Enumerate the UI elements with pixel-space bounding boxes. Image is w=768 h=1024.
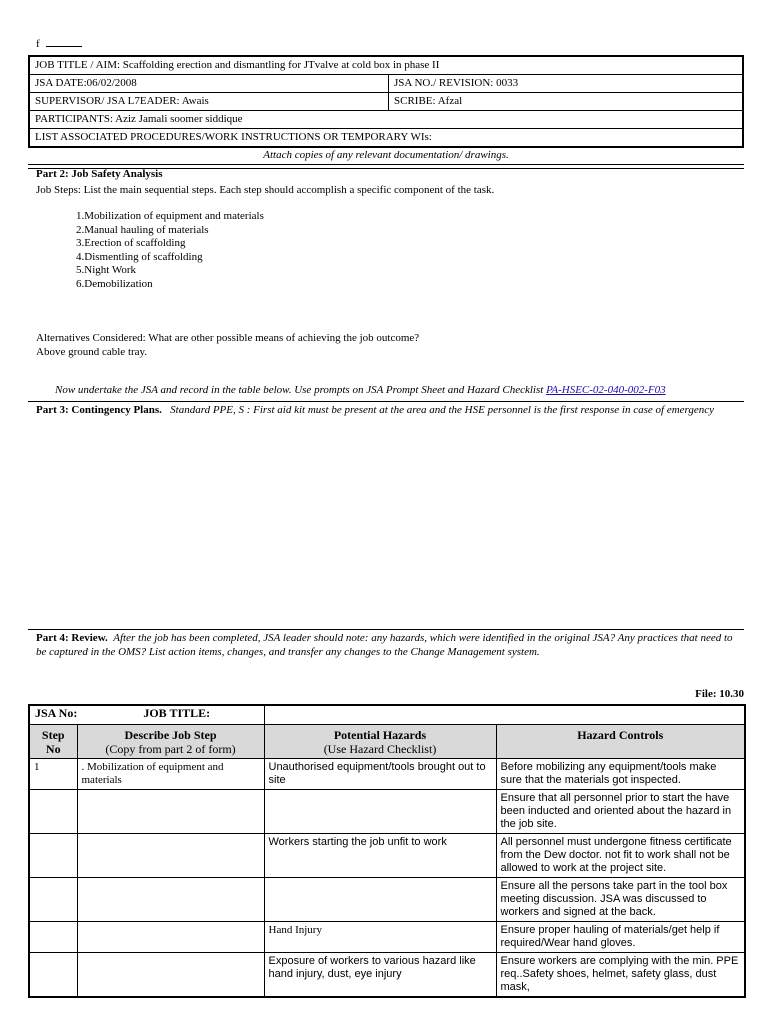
table-row: Exposure of workers to various hazard like hand injury, dust, eye injury Ensure workers are complying with the min. PPE req..Safety shoes, helmet, safety glass, dust mask, (29, 953, 745, 998)
col-hazards: Potential Hazards (Use Hazard Checklist) (264, 725, 496, 759)
table-row: Ensure all the persons take part in the tool box meeting discussion. JSA was discussed to workers and signed at the back. (29, 878, 745, 922)
part3-block (36, 403, 736, 417)
jsa-no-cell: JSA NO./ REVISION: 0033 (389, 75, 744, 93)
table-row: Hand Injury Ensure proper hauling of materials/get help if required/Wear hand gloves. (29, 922, 745, 953)
jsa-date-cell: JSA DATE:06/02/2008 (29, 75, 389, 93)
scribe-cell: SCRIBE: Afzal (389, 93, 744, 111)
hazard-checklist-link[interactable]: PA-HSEC-02-040-002-F03 (546, 384, 666, 396)
list-item: 2.Manual hauling of materials (76, 223, 209, 236)
alternatives-value: Above ground cable tray. (36, 346, 148, 358)
col-controls: Hazard Controls (496, 725, 745, 759)
part2-instructions: Job Steps: List the main sequential steps. Each step should accomplish a specific component of the task. (36, 184, 495, 196)
list-item: 5.Night Work (76, 264, 137, 276)
supervisor-cell: SUPERVISOR/ JSA L7EADER: Awais (29, 93, 389, 111)
job-title-label: JOB TITLE: (143, 706, 211, 720)
file-label: File: 10.30 (695, 688, 744, 700)
list-item: 3.Erection of scaffolding (76, 237, 186, 249)
header-table (28, 55, 744, 148)
list-item: 1.Mobilization of equipment and materials (76, 210, 264, 222)
table-row: Ensure that all personnel prior to start the have been inducted and oriented about the hazard in the job site. (29, 790, 745, 834)
col-step: Step No (29, 725, 77, 759)
part3-text: Standard PPE, S : First aid kit must be present at the area and the HSE personnel is the first response in case of emergency (170, 404, 715, 416)
part4-title: Part 4: Review. (36, 632, 108, 644)
attach-note: Attach copies of any relevant documentation/ drawings. (263, 149, 509, 161)
divider (28, 401, 744, 402)
undertake-note: Now undertake the JSA and record in the table below. Use prompts on JSA Prompt Sheet and Hazard Checklist PA-HSEC-02-040-002-F03 (55, 384, 666, 396)
job-title-cell: JOB TITLE / AIM: Scaffolding erection and dismantling for JTvalve at cold box in phase II (29, 56, 743, 75)
list-item: 6.Demobilization (76, 277, 153, 290)
col-describe: Describe Job Step (Copy from part 2 of form) (77, 725, 264, 759)
alternatives-block (36, 331, 419, 359)
alternatives-label: Alternatives Considered: What are other possible means of achieving the job outcome? (36, 332, 420, 344)
jsa-no-label: JSA No: JOB TITLE: (29, 705, 264, 725)
divider (28, 629, 744, 630)
part4-block (36, 631, 736, 659)
part3-title: Part 3: Contingency Plans. (36, 404, 162, 416)
table-row: Workers starting the job unfit to work All personnel must undergone fitness certificate from the Dew doctor. not fit to work shall not be allowed to work at the project site. (29, 834, 745, 878)
table-row: 1 . Mobilization of equipment and materials Unauthorised equipment/tools brought out to site Before mobilizing any equipment/tools make sure that the materials got inspected. (29, 759, 745, 790)
job-steps-list (76, 210, 264, 291)
jsa-table (28, 704, 746, 998)
list-item: 4.Dismentling of scaffolding (76, 250, 203, 263)
jsa-top-blank (264, 705, 745, 725)
page-mark: f (36, 37, 82, 50)
participants-cell: PARTICIPANTS: Aziz Jamali soomer siddique (29, 111, 743, 129)
procedures-cell: LIST ASSOCIATED PROCEDURES/WORK INSTRUCTIONS OR TEMPORARY WIs: (29, 129, 743, 148)
part2-title: Part 2: Job Safety Analysis (36, 168, 163, 180)
part4-text: After the job has been completed, JSA leader should note: any hazards, which were identified in the original JSA? Any practices that need to be captured in the OMS? List action items, changes, and transfer any changes to the Change Management system. (36, 632, 733, 658)
